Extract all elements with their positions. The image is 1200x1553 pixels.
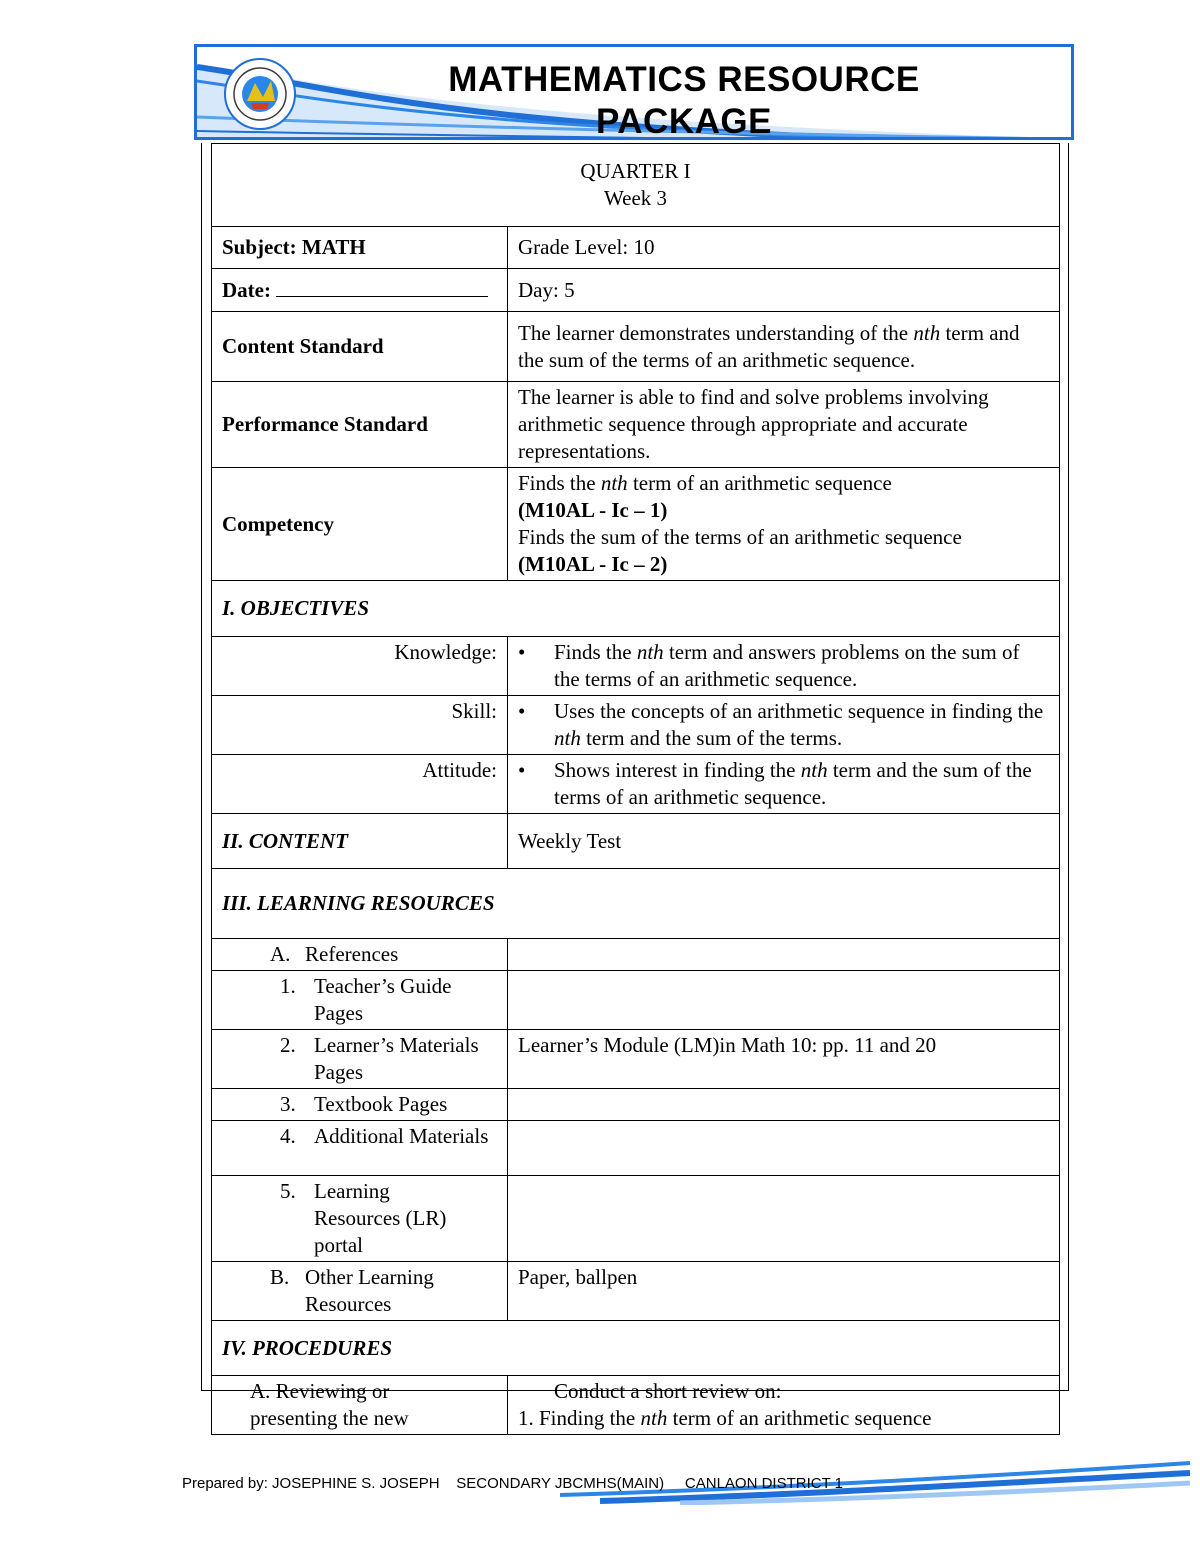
quarter-row bbox=[212, 144, 1060, 227]
ref-2-cell bbox=[212, 1030, 508, 1089]
procedures-heading: IV. PROCEDURES bbox=[212, 1321, 1060, 1376]
ref-2-row bbox=[212, 1030, 1060, 1089]
competency-2-code: (M10AL - Ic – 2) bbox=[518, 552, 668, 576]
resources-heading: III. LEARNING RESOURCES bbox=[212, 869, 1060, 939]
skill-value bbox=[508, 696, 1060, 755]
ref-1-row bbox=[212, 971, 1060, 1030]
outer-left-rule bbox=[201, 143, 202, 1391]
ref-3-num: 3. bbox=[280, 1092, 296, 1116]
competency-1-text-b: term of an arithmetic sequence bbox=[627, 471, 892, 495]
performance-standard-row bbox=[212, 382, 1060, 468]
performance-standard-value: The learner is able to find and solve problems involving arithmetic sequence through appropriate and accurate representations. bbox=[508, 382, 1060, 468]
ref-b-cell bbox=[212, 1262, 508, 1321]
competency-1-code: (M10AL - Ic – 1) bbox=[518, 498, 668, 522]
knowledge-nth: nth bbox=[636, 640, 664, 664]
attitude-nth: nth bbox=[800, 758, 828, 782]
performance-standard-label: Performance Standard bbox=[212, 382, 508, 468]
skill-row bbox=[212, 696, 1060, 755]
subject-row bbox=[212, 227, 1060, 269]
subject-label: Subject: MATH bbox=[212, 227, 508, 269]
competency-2: Finds the sum of the terms of an arithmetic sequence bbox=[518, 525, 962, 549]
ref-2-num: 2. bbox=[280, 1033, 296, 1057]
ref-4-row bbox=[212, 1121, 1060, 1176]
skill-nth: nth bbox=[554, 726, 581, 750]
proc-a-line-2 bbox=[518, 1405, 1049, 1432]
ref-3-row bbox=[212, 1089, 1060, 1121]
objectives-heading: I. OBJECTIVES bbox=[212, 581, 1060, 637]
proc-a-line-2-text-a: 1. Finding the bbox=[518, 1406, 641, 1430]
attitude-text bbox=[554, 757, 1049, 811]
competency-1 bbox=[518, 470, 1049, 497]
ref-5-value bbox=[508, 1176, 1060, 1262]
content-standard-text-b: term and the sum of the terms of an arithmetic sequence. bbox=[518, 320, 1020, 372]
content-standard-text-a: The learner demonstrates understanding of the bbox=[518, 320, 914, 345]
knowledge-text bbox=[554, 639, 1049, 693]
ref-5-label: Learning Resources (LR) portal bbox=[314, 1179, 447, 1257]
ref-3-label: Textbook Pages bbox=[314, 1092, 448, 1116]
proc-a-value bbox=[508, 1376, 1060, 1435]
knowledge-text-b: term and answers problems on the sum of the terms of an arithmetic sequence. bbox=[554, 640, 1020, 691]
content-value: Weekly Test bbox=[508, 814, 1060, 869]
ref-b-label: Other Learning Resources bbox=[305, 1265, 434, 1316]
content-heading: II. CONTENT bbox=[212, 814, 508, 869]
attitude-text-b: term and the sum of the terms of an arithmetic sequence. bbox=[554, 758, 1032, 809]
knowledge-label: Knowledge: bbox=[212, 637, 508, 696]
competency-1-text-a: Finds the bbox=[518, 471, 601, 495]
ref-1-value bbox=[508, 971, 1060, 1030]
ref-1-num: 1. bbox=[280, 974, 296, 998]
bullet-icon: • bbox=[518, 758, 526, 782]
proc-a-label: A. Reviewing or presenting the new bbox=[250, 1379, 409, 1430]
footer-prepared-by: Prepared by: JOSEPHINE S. JOSEPH SECONDARY JBCMHS(MAIN) CANLAON DISTRICT 1 bbox=[182, 1475, 843, 1492]
procedures-heading-row bbox=[212, 1321, 1060, 1376]
ref-2-value: Learner’s Module (LM)in Math 10: pp. 11 and 20 bbox=[508, 1030, 1060, 1089]
ref-b-value: Paper, ballpen bbox=[508, 1262, 1060, 1321]
skill-text-a: Uses the concepts of an arithmetic sequence in finding the bbox=[554, 699, 1044, 723]
title-line-1: MATHEMATICS RESOURCE bbox=[448, 60, 920, 99]
content-standard-row bbox=[212, 312, 1060, 382]
competency-label: Competency bbox=[212, 468, 508, 581]
attitude-label: Attitude: bbox=[212, 755, 508, 814]
content-row bbox=[212, 814, 1060, 869]
ref-4-cell bbox=[212, 1121, 508, 1176]
competency-row bbox=[212, 468, 1060, 581]
resources-heading-row bbox=[212, 869, 1060, 939]
ref-a-value bbox=[508, 939, 1060, 971]
attitude-value bbox=[508, 755, 1060, 814]
grade-level: Grade Level: 10 bbox=[508, 227, 1060, 269]
ref-4-label: Additional Materials bbox=[314, 1124, 489, 1148]
ref-5-cell bbox=[212, 1176, 508, 1262]
proc-a-nth: nth bbox=[640, 1406, 668, 1430]
outer-right-rule bbox=[1068, 143, 1069, 1391]
proc-a-line-2-text-b: term of an arithmetic sequence bbox=[667, 1406, 932, 1430]
day-value: Day: 5 bbox=[508, 269, 1060, 312]
ref-3-value bbox=[508, 1089, 1060, 1121]
date-cell bbox=[212, 269, 508, 312]
attitude-row bbox=[212, 755, 1060, 814]
ref-b-row bbox=[212, 1262, 1060, 1321]
content-standard-value bbox=[508, 312, 1060, 382]
ref-b-num: B. bbox=[270, 1265, 290, 1289]
ref-a-row bbox=[212, 939, 1060, 971]
ref-1-label: Teacher’s Guide Pages bbox=[314, 974, 452, 1025]
date-row bbox=[212, 269, 1060, 312]
proc-a-row bbox=[212, 1376, 1060, 1435]
bullet-icon: • bbox=[518, 699, 526, 723]
competency-1-nth: nth bbox=[600, 471, 628, 495]
ref-4-value bbox=[508, 1121, 1060, 1176]
knowledge-value bbox=[508, 637, 1060, 696]
objectives-heading-row bbox=[212, 581, 1060, 637]
ref-1-cell bbox=[212, 971, 508, 1030]
skill-text-b: term and the sum of the terms. bbox=[580, 726, 843, 750]
proc-a-cell bbox=[212, 1376, 508, 1435]
knowledge-text-a: Finds the bbox=[554, 640, 637, 664]
quarter-label: QUARTER I bbox=[580, 159, 691, 183]
proc-a-line-1: Conduct a short review on: bbox=[554, 1379, 782, 1403]
ref-a-cell bbox=[212, 939, 508, 971]
ref-5-row bbox=[212, 1176, 1060, 1262]
ref-3-cell bbox=[212, 1089, 508, 1121]
page-title bbox=[337, 59, 1031, 140]
skill-label: Skill: bbox=[212, 696, 508, 755]
skill-text bbox=[554, 698, 1049, 752]
ref-5-num: 5. bbox=[280, 1179, 296, 1203]
lesson-plan-table bbox=[211, 143, 1060, 1435]
ref-a-num: A. bbox=[270, 942, 291, 966]
date-blank-line bbox=[276, 276, 488, 297]
ref-a-label: References bbox=[305, 942, 399, 966]
ref-4-num: 4. bbox=[280, 1124, 296, 1148]
bullet-icon: • bbox=[518, 640, 526, 664]
knowledge-row bbox=[212, 637, 1060, 696]
deped-seal-icon bbox=[223, 57, 297, 131]
header-banner bbox=[194, 44, 1074, 140]
title-line-2: PACKAGE bbox=[596, 102, 772, 140]
content-standard-nth: nth bbox=[913, 320, 941, 345]
date-label: Date: bbox=[222, 278, 271, 302]
ref-2-label: Learner’s Materials Pages bbox=[314, 1033, 479, 1084]
content-standard-label: Content Standard bbox=[212, 312, 508, 382]
week-label: Week 3 bbox=[603, 186, 668, 210]
competency-value bbox=[508, 468, 1060, 581]
attitude-text-a: Shows interest in finding the bbox=[554, 758, 801, 782]
